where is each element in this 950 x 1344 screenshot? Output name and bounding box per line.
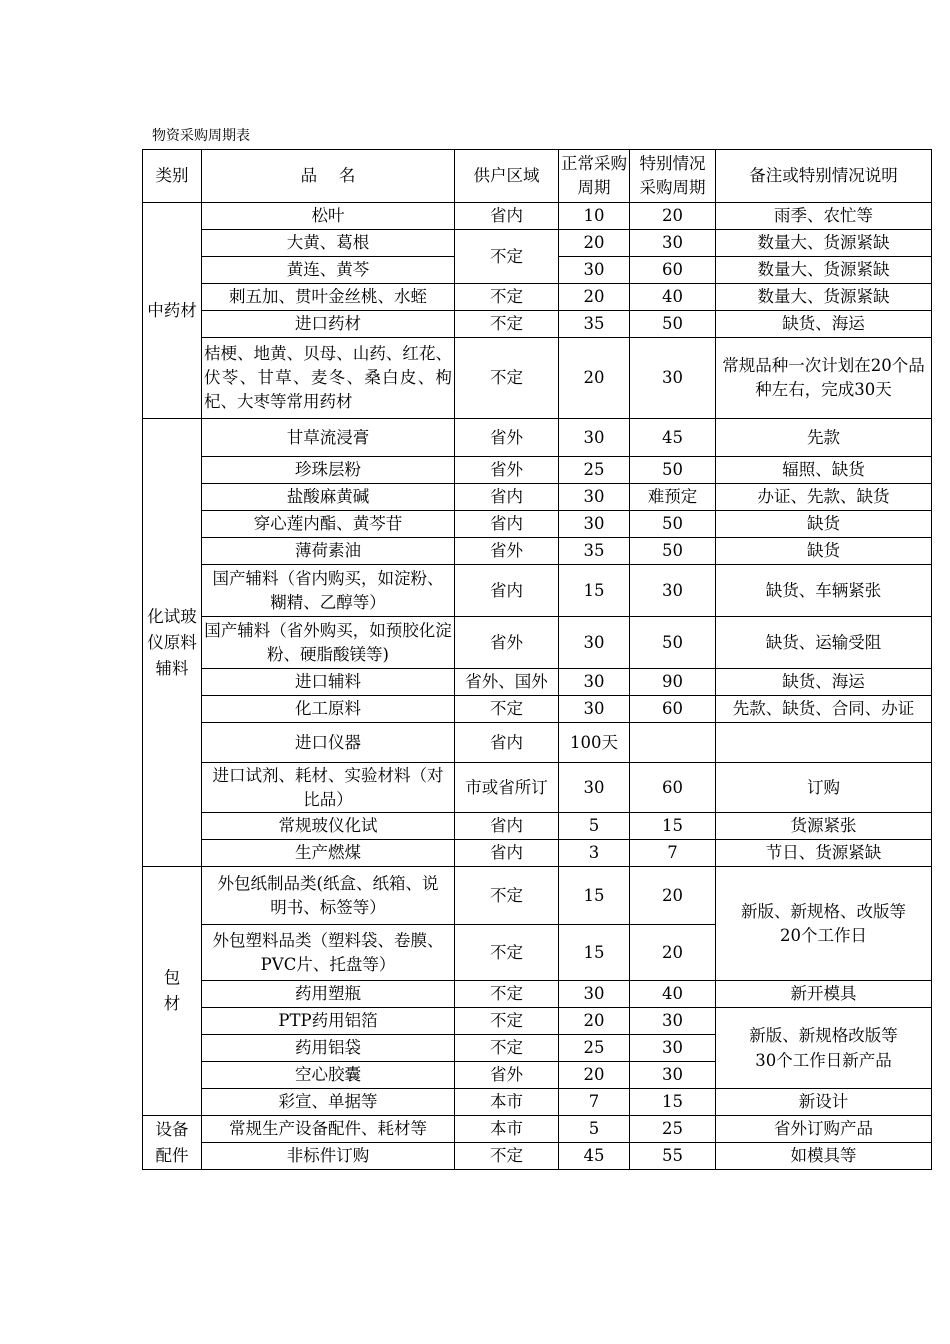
cell-normal: 30 (559, 669, 630, 696)
cell-region: 不定 (455, 311, 559, 338)
table-row (143, 484, 932, 511)
cell-remark: 缺货 (716, 538, 932, 565)
cell-normal: 30 (559, 696, 630, 723)
cell-region: 省外、国外 (455, 669, 559, 696)
cell-special: 50 (630, 538, 716, 565)
cell-remark: 缺货、海运 (716, 311, 932, 338)
table-row (143, 311, 932, 338)
cell-remark: 辐照、缺货 (716, 457, 932, 484)
cell-special: 20 (630, 203, 716, 230)
cell-region: 不定 (455, 925, 559, 981)
category-herbs: 中药材 (143, 203, 202, 419)
category-equipment: 设备配件 (143, 1116, 202, 1170)
cell-special: 45 (630, 419, 716, 457)
header-category: 类别 (143, 150, 202, 203)
table-row (143, 338, 932, 419)
cell-name: 外包塑料品类（塑料袋、卷膜、PVC片、托盘等） (202, 925, 455, 981)
cell-region: 不定 (455, 1008, 559, 1035)
cell-special: 难预定 (630, 484, 716, 511)
cell-remark: 新设计 (716, 1089, 932, 1116)
cell-region: 省外 (455, 419, 559, 457)
cell-normal: 30 (559, 419, 630, 457)
cell-name: 大黄、葛根 (202, 230, 455, 257)
cell-region: 不定 (455, 284, 559, 311)
table-row (143, 981, 932, 1008)
cell-remark: 常规品种一次计划在20个品种左右，完成30天 (716, 338, 932, 419)
cell-name: 化工原料 (202, 696, 455, 723)
cell-region: 省外 (455, 617, 559, 669)
cell-region: 省内 (455, 840, 559, 867)
cell-normal: 5 (559, 813, 630, 840)
cell-special: 50 (630, 311, 716, 338)
table-row (143, 813, 932, 840)
cell-name: PTP药用铝箔 (202, 1008, 455, 1035)
cell-region: 本市 (455, 1089, 559, 1116)
cell-normal: 30 (559, 981, 630, 1008)
cell-region: 市或省所订 (455, 763, 559, 813)
cell-special: 60 (630, 696, 716, 723)
category-packaging: 包材 (143, 867, 202, 1116)
cell-name: 刺五加、贯叶金丝桃、水蛭 (202, 284, 455, 311)
cell-normal: 5 (559, 1116, 630, 1143)
cell-region: 省外 (455, 538, 559, 565)
cell-name: 桔梗、地黄、贝母、山药、红花、伏苓、甘草、麦冬、桑白皮、枸杞、大枣等常用药材 (202, 338, 455, 419)
cell-remark: 数量大、货源紧缺 (716, 230, 932, 257)
cell-name: 国产辅料（省内购买，如淀粉、糊精、乙醇等） (202, 565, 455, 617)
cell-remark: 办证、先款、缺货 (716, 484, 932, 511)
cell-region: 省内 (455, 723, 559, 763)
cell-special: 7 (630, 840, 716, 867)
cell-remark: 新版、新规格改版等30个工作日新产品 (716, 1008, 932, 1089)
cell-name: 彩宣、单据等 (202, 1089, 455, 1116)
cell-remark: 新开模具 (716, 981, 932, 1008)
cell-remark: 数量大、货源紧缺 (716, 257, 932, 284)
cell-normal: 45 (559, 1143, 630, 1170)
cell-remark: 缺货、车辆紧张 (716, 565, 932, 617)
cell-normal: 20 (559, 230, 630, 257)
cell-remark: 先款 (716, 419, 932, 457)
cell-region: 不定 (455, 1143, 559, 1170)
cell-normal: 20 (559, 1062, 630, 1089)
cell-name: 生产燃煤 (202, 840, 455, 867)
cell-special: 40 (630, 284, 716, 311)
table-row (143, 1143, 932, 1170)
cell-special (630, 723, 716, 763)
cell-remark: 货源紧张 (716, 813, 932, 840)
cell-special: 60 (630, 257, 716, 284)
table-row (143, 511, 932, 538)
table-row (143, 538, 932, 565)
table-row (143, 457, 932, 484)
cell-remark: 雨季、农忙等 (716, 203, 932, 230)
cell-remark: 订购 (716, 763, 932, 813)
cell-name: 国产辅料（省外购买，如预胶化淀粉、硬脂酸镁等) (202, 617, 455, 669)
cell-normal: 25 (559, 457, 630, 484)
cell-name: 进口试剂、耗材、实验材料（对比品） (202, 763, 455, 813)
cell-special: 55 (630, 1143, 716, 1170)
cell-name: 盐酸麻黄碱 (202, 484, 455, 511)
cell-name: 空心胶囊 (202, 1062, 455, 1089)
cell-name: 进口药材 (202, 311, 455, 338)
cell-remark: 新版、新规格、改版等20个工作日 (716, 867, 932, 981)
cell-normal: 30 (559, 763, 630, 813)
cell-name: 甘草流浸膏 (202, 419, 455, 457)
cell-special: 50 (630, 617, 716, 669)
cell-special: 40 (630, 981, 716, 1008)
cell-special: 30 (630, 338, 716, 419)
cell-special: 30 (630, 1035, 716, 1062)
header-name: 品 名 (202, 150, 455, 203)
table-row (143, 669, 932, 696)
table-row (143, 840, 932, 867)
cell-region: 省外 (455, 457, 559, 484)
cell-name: 松叶 (202, 203, 455, 230)
cell-region: 不定 (455, 696, 559, 723)
cell-region: 本市 (455, 1116, 559, 1143)
table-row (143, 565, 932, 617)
cell-remark: 节日、货源紧缺 (716, 840, 932, 867)
cell-normal: 10 (559, 203, 630, 230)
cell-name: 常规生产设备配件、耗材等 (202, 1116, 455, 1143)
cell-remark: 缺货、海运 (716, 669, 932, 696)
cell-normal: 30 (559, 257, 630, 284)
cell-special: 25 (630, 1116, 716, 1143)
cell-special: 15 (630, 813, 716, 840)
cell-region: 省内 (455, 484, 559, 511)
cell-name: 珍珠层粉 (202, 457, 455, 484)
table-row (143, 230, 932, 257)
cell-normal: 30 (559, 484, 630, 511)
cell-region: 不定 (455, 230, 559, 284)
cell-special: 20 (630, 925, 716, 981)
cell-normal: 7 (559, 1089, 630, 1116)
table-row (143, 203, 932, 230)
cell-region: 省内 (455, 565, 559, 617)
cell-special: 50 (630, 511, 716, 538)
cell-remark: 数量大、货源紧缺 (716, 284, 932, 311)
table-row (143, 1089, 932, 1116)
cell-region: 省外 (455, 1062, 559, 1089)
cell-name: 进口仪器 (202, 723, 455, 763)
cell-remark: 省外订购产品 (716, 1116, 932, 1143)
table-row (143, 867, 932, 925)
cell-special: 90 (630, 669, 716, 696)
cell-normal: 15 (559, 867, 630, 925)
cell-name: 黄连、黄芩 (202, 257, 455, 284)
cell-special: 30 (630, 1062, 716, 1089)
table-row (143, 617, 932, 669)
cell-normal: 30 (559, 511, 630, 538)
cell-normal: 3 (559, 840, 630, 867)
cell-normal: 20 (559, 338, 630, 419)
cell-normal: 25 (559, 1035, 630, 1062)
cell-special: 30 (630, 1008, 716, 1035)
cell-normal: 35 (559, 538, 630, 565)
table-row (143, 763, 932, 813)
cell-special: 30 (630, 230, 716, 257)
document-title: 物资采购周期表 (152, 128, 250, 144)
cell-name: 非标件订购 (202, 1143, 455, 1170)
cell-region: 省内 (455, 511, 559, 538)
header-row (143, 150, 932, 203)
table-row (143, 284, 932, 311)
cell-remark: 缺货 (716, 511, 932, 538)
table-row (143, 419, 932, 457)
cell-region: 不定 (455, 981, 559, 1008)
cell-normal: 100天 (559, 723, 630, 763)
cell-name: 薄荷素油 (202, 538, 455, 565)
cell-region: 省内 (455, 203, 559, 230)
cell-remark: 缺货、运输受阻 (716, 617, 932, 669)
cell-remark: 如模具等 (716, 1143, 932, 1170)
cell-special: 20 (630, 867, 716, 925)
cell-special: 60 (630, 763, 716, 813)
cell-name: 药用铝袋 (202, 1035, 455, 1062)
table-row (143, 723, 932, 763)
header-region: 供户区域 (455, 150, 559, 203)
header-remark: 备注或特别情况说明 (716, 150, 932, 203)
header-normal-cycle: 正常采购周期 (559, 150, 630, 203)
cell-remark: 先款、缺货、合同、办证 (716, 696, 932, 723)
cell-name: 药用塑瓶 (202, 981, 455, 1008)
table-row (143, 1116, 932, 1143)
cell-normal: 30 (559, 617, 630, 669)
cell-name: 穿心莲内酯、黄芩苷 (202, 511, 455, 538)
cell-region: 不定 (455, 1035, 559, 1062)
cell-normal: 15 (559, 565, 630, 617)
category-chemicals: 化试玻仪原料辅料 (143, 419, 202, 867)
cell-special: 15 (630, 1089, 716, 1116)
cell-name: 进口辅料 (202, 669, 455, 696)
header-special-cycle: 特别情况采购周期 (630, 150, 716, 203)
cell-normal: 35 (559, 311, 630, 338)
cell-region: 不定 (455, 867, 559, 925)
table-row (143, 1008, 932, 1035)
cell-special: 30 (630, 565, 716, 617)
cell-name: 常规玻仪化试 (202, 813, 455, 840)
cell-name: 外包纸制品类(纸盒、纸箱、说明书、标签等） (202, 867, 455, 925)
cell-normal: 20 (559, 1008, 630, 1035)
table-row (143, 696, 932, 723)
cell-normal: 20 (559, 284, 630, 311)
procurement-cycle-table (142, 149, 932, 1170)
cell-remark (716, 723, 932, 763)
cell-normal: 15 (559, 925, 630, 981)
cell-region: 省内 (455, 813, 559, 840)
cell-region: 不定 (455, 338, 559, 419)
cell-special: 50 (630, 457, 716, 484)
